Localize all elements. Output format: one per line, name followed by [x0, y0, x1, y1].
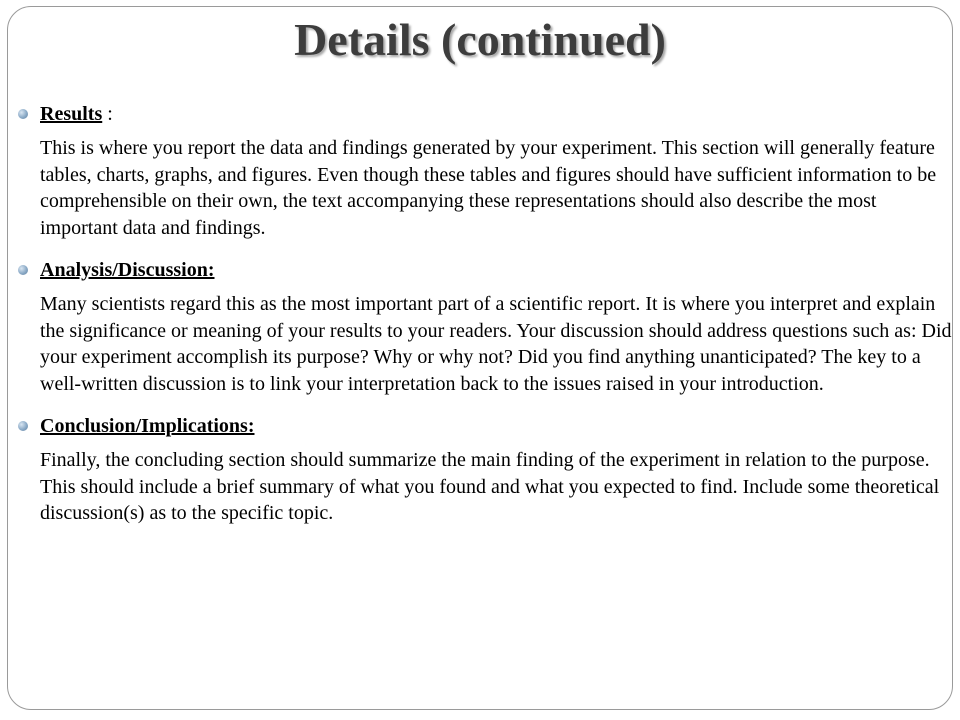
section-body-analysis: Many scientists regard this as the most important part of a scientific report. It is where you interpret and explain the significance or meaning of your results to your readers. Your discussion should address questions such as: Did your experiment accomplish its purpose? Why or why not? Did you find anything unanticipated? The key to a well-written discussion is to link your interpretation back to the issues raised in your introduction.: [40, 293, 952, 395]
slide-title: Details (continued): [294, 14, 666, 65]
bullet-dot-icon: [18, 421, 28, 431]
slide-content: [18, 97, 954, 539]
bullet-dot-icon: [18, 109, 28, 119]
section-heading-conclusion: Conclusion/Implications:: [40, 415, 255, 437]
section-body-results: This is where you report the data and findings generated by your experiment. This section will generally feature tables, charts, graphs, and figures. Even though these tables and figures should have sufficient information to be comprehensible on their own, the text accompanying these representations should also describe the most important data and findings.: [40, 137, 937, 239]
bullet-row-conclusion: [18, 409, 954, 443]
section-body-conclusion: Finally, the concluding section should summarize the main finding of the experiment in relation to the purpose. This should include a brief summary of what you found and what you expected to find. Include some theoretical discussion(s) as to the specific topic.: [40, 449, 940, 524]
section-heading-analysis: Analysis/Discussion:: [40, 259, 215, 281]
bullet-row-analysis: [18, 253, 954, 287]
bullet-dot-icon: [18, 265, 28, 275]
section-analysis-discussion: [18, 253, 954, 397]
section-results: [18, 97, 954, 241]
section-heading-results: Results: [40, 103, 103, 125]
section-heading-suffix: :: [102, 103, 113, 125]
section-conclusion-implications: [18, 409, 954, 527]
bullet-row-results: [18, 97, 954, 131]
